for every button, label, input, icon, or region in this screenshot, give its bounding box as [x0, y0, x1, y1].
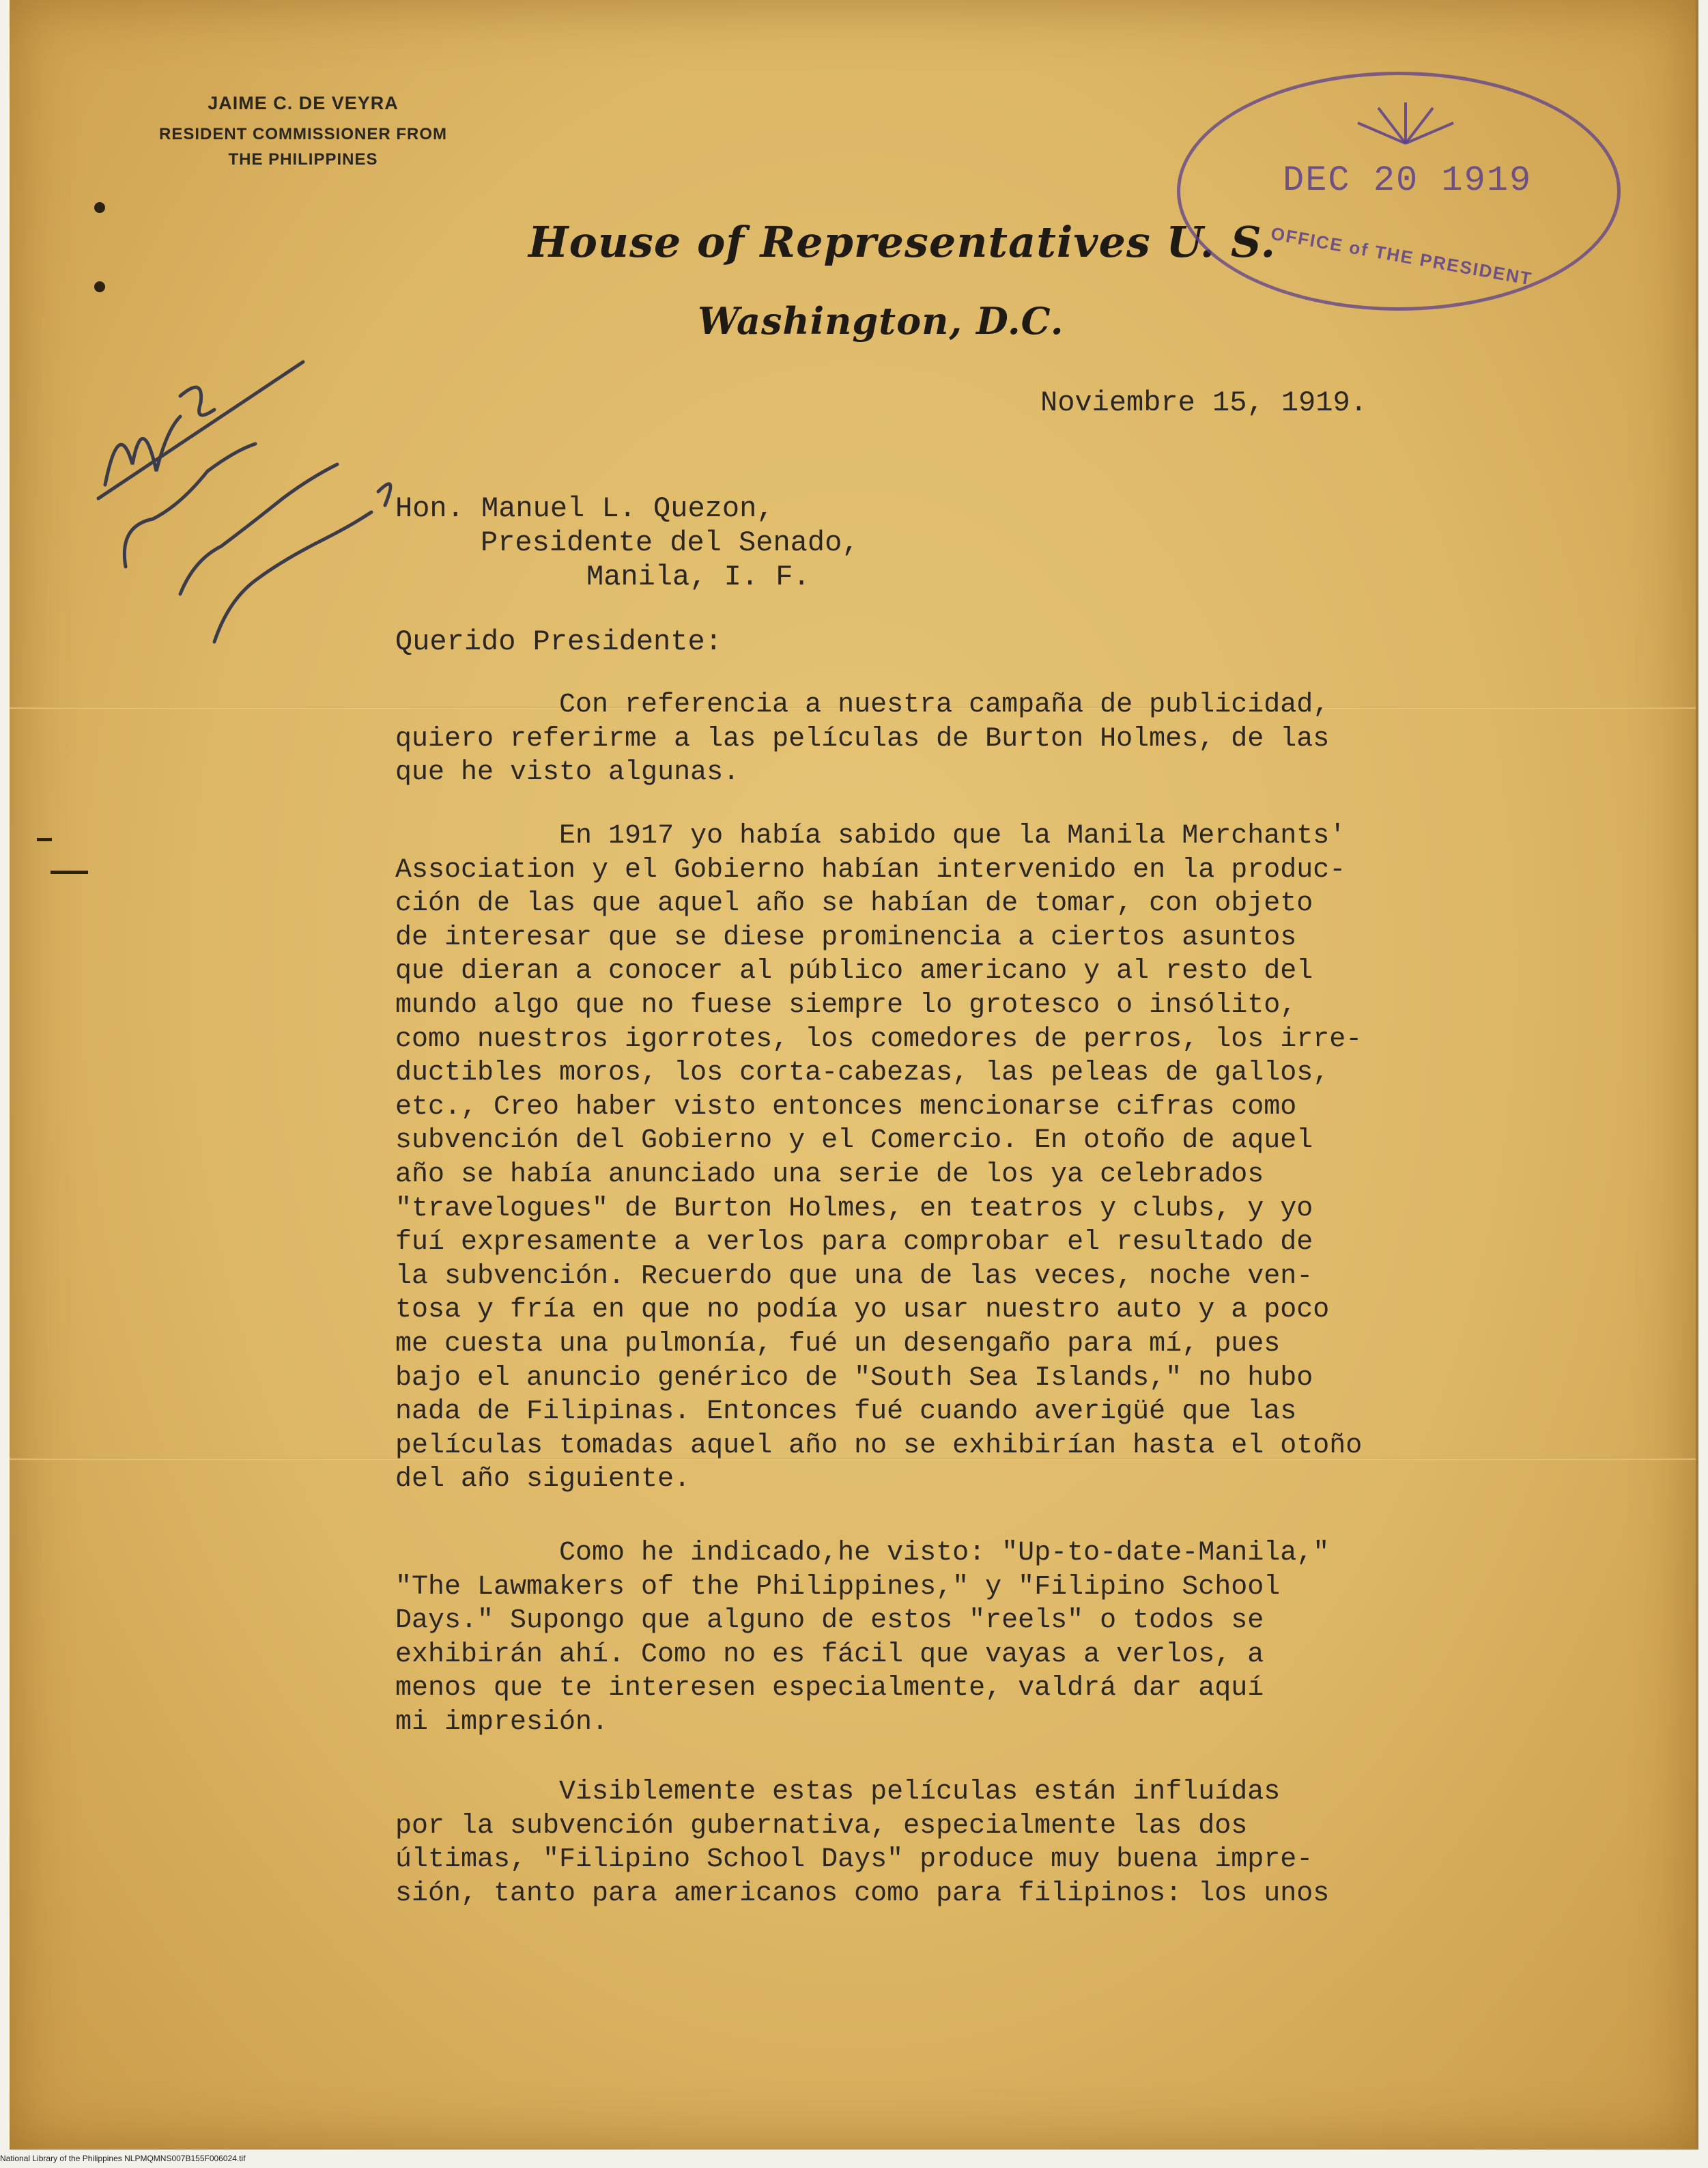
margin-mark [37, 838, 52, 841]
letterhead-house: House of Representatives U. S. [528, 217, 1277, 267]
stamp-rays-icon [1351, 96, 1460, 150]
punch-hole [94, 281, 105, 292]
handwritten-annotation [78, 335, 460, 717]
paragraph: Como he indicado,he visto: "Up-to-date-Manila," "The Lawmakers of the Philippines," y "Filipino School Days." Supongo que alguno de estos "reels" o todos se exhibirán ahí. Como no es fácil que vayas a verlos, a menos que te interesen especialmente, valdrá dar aquí mi impresión. [395, 1538, 1330, 1738]
paragraph: Visiblemente estas películas están influídas por la subvención gubernativa, especialmente las dos últimas, "Filipino School Days" produce muy buena impre- sión, tanto para americanos como para filipinos: los unos [395, 1777, 1330, 1909]
stamp-date: DEC 20 1919 [1283, 160, 1533, 201]
letterhead-title: RESIDENT COMMISSIONER FROM [158, 125, 447, 143]
salutation: Querido Presidente: [395, 625, 722, 658]
letterhead-city: Washington, D.C. [698, 299, 1064, 343]
address-line: Hon. Manuel L. Quezon, [395, 492, 774, 525]
archive-footer: National Library of the Philippines NLPMQMNS007B155F006024.tif [0, 2154, 246, 2163]
letterhead-name: JAIME C. DE VEYRA [208, 93, 399, 113]
letter-page [10, 0, 1698, 2150]
address-line: Manila, I. F. [586, 561, 810, 593]
paragraph: Con referencia a nuestra campaña de publicidad, quiero referirme a las películas de Burton Holmes, de las que he visto algunas. [395, 690, 1330, 789]
punch-hole [94, 202, 105, 213]
received-stamp [1177, 72, 1621, 311]
stamp-office: OFFICE of THE PRESIDENT [1269, 223, 1535, 290]
letter-date: Noviembre 15, 1919. [1040, 386, 1367, 419]
paragraph: En 1917 yo había sabido que la Manila Merchants' Association y el Gobierno habían intervenido en la produc- ción de las que aquel año se habían de tomar, con objeto de interesar que se diese prominencia a ciertos asuntos que dieran a conocer al público americano y al resto del mundo algo que no fuese siempre lo grotesco o insólito, como nuestros igorrotes, los comedores de perros, los irre- ductibles moros, los corta-cabezas, las peleas de gallos, etc., Creo haber visto entonces mencionarse cifras como subvención del Gobierno y el Comercio. En otoño de aquel año se había anunciado una serie de los ya celebrados "travelogues" de Burton Holmes, en teatros y clubs, y yo fuí expresamente a verlos para comprobar el resultado de la subvención. Recuerdo que una de las veces, noche ven- tosa y fría en que no podía yo usar nuestro auto y a poco me cuesta una pulmonía, fué un desengaño para mí, pues bajo el anuncio genérico de "South Sea Islands," no hubo nada de Filipinas. Entonces fué cuando averigüé que las películas tomadas aquel año no se exhibirían hasta el otoño del año siguiente. [395, 821, 1363, 1495]
margin-mark [51, 871, 88, 874]
letterhead-country: THE PHILIPPINES [228, 150, 378, 169]
address-line: Presidente del Senado, [481, 526, 859, 559]
